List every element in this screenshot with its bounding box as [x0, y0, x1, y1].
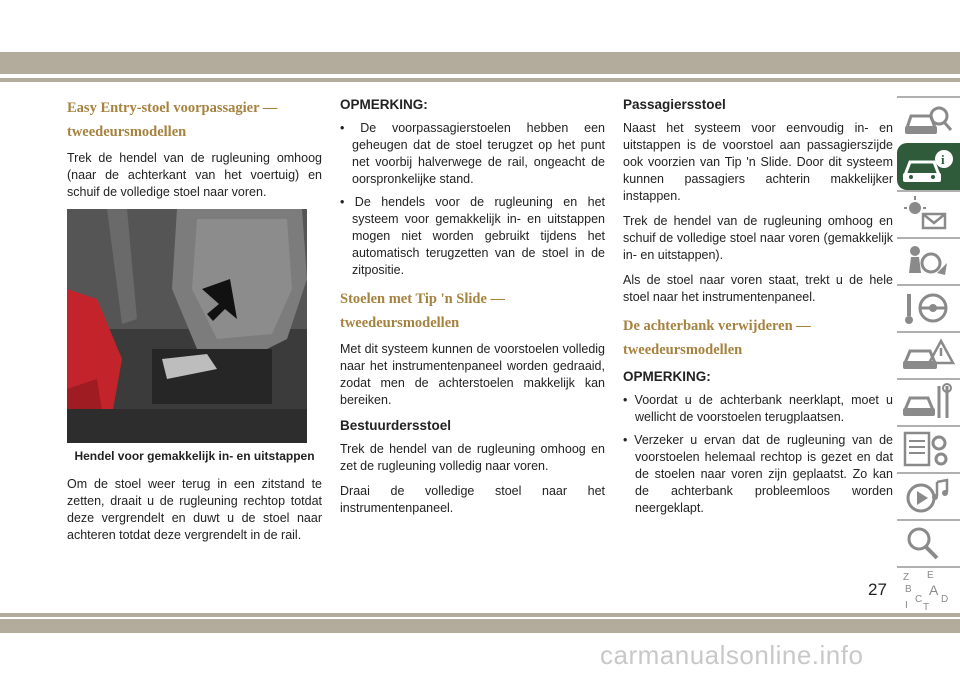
column-right [623, 96, 893, 525]
alphabet-index-icon[interactable] [897, 566, 960, 613]
seat-lever-photo [67, 209, 307, 443]
warning-lights-icon[interactable] [897, 190, 960, 237]
svg-text:i: i [941, 152, 945, 167]
search-icon[interactable] [897, 519, 960, 566]
subheading-driver-seat: Bestuurdersstoel [340, 418, 452, 433]
header-rule [0, 78, 960, 82]
settings-list-icon[interactable] [897, 425, 960, 472]
note-label: OPMERKING: [623, 369, 711, 384]
paragraph: Trek de hendel van de rugleuning omhoog en schuif de volledige stoel naar voren (gemakkelijk in- en uitstappen). [623, 214, 893, 262]
steering-wheel-icon[interactable] [897, 284, 960, 331]
multimedia-icon[interactable] [897, 472, 960, 519]
index-letter-e: E [927, 570, 934, 581]
column-left [67, 96, 322, 552]
page-number: 27 [868, 580, 887, 599]
column-middle [340, 96, 605, 525]
footer-band [0, 619, 960, 633]
list-item: • De voorpassagierstoelen hebben een geheugen dat de stoel terugzet op het punt net voorbij halverwege de rail, ongeacht de oorspronkelijke stand. [340, 121, 605, 186]
index-letter-a: A [929, 582, 939, 598]
index-letter-c: C [915, 594, 923, 605]
index-letter-t: T [923, 602, 930, 613]
car-info-icon[interactable] [897, 143, 960, 190]
list-item: • Voordat u de achterbank neerklapt, moet u wellicht de voorstoelen terugplaatsen. [623, 393, 893, 424]
paragraph: Trek de hendel van de rugleuning omhoog (naar de achterkant van het voertuig) en schuif de volledige stoel naar voren. [67, 151, 322, 199]
list-item: • De hendels voor de rugleuning en het systeem voor gemakkelijk in- en uitstappen mogen niet worden gebruikt tijdens het automatisch terugzetten van de stoel in de zitpositie. [340, 195, 605, 277]
watermark: carmanualsonline.info [600, 640, 864, 670]
airbag-person-icon[interactable] [897, 237, 960, 284]
car-tools-icon[interactable] [897, 378, 960, 425]
car-warning-icon[interactable] [897, 331, 960, 378]
paragraph: Naast het systeem voor eenvoudig in- en uitstappen is de voorstoel aan passagierszijde ook voorzien van Tip 'n Slide. Door dit systeem kunnen passagiers achterin makkelijker instappen. [623, 121, 893, 203]
note-list [623, 392, 893, 517]
paragraph: Trek de hendel van de rugleuning omhoog en zet de rugleuning volledig naar voren. [340, 442, 605, 473]
car-search-icon[interactable] [897, 96, 960, 143]
note-label: OPMERKING: [340, 97, 428, 112]
paragraph: Om de stoel weer terug in een zitstand te zetten, draait u de rugleuning rechtop totdat deze vergrendelt en duwt u de stoel naar achteren totdat deze vergrendelt in de rail. [67, 477, 322, 542]
note-list [340, 120, 605, 279]
photo-caption: Hendel voor gemakkelijk in- en uitstappen [74, 449, 315, 463]
paragraph: Draai de volledige stoel naar het instrumentenpaneel. [340, 484, 605, 515]
section-heading-easy-entry: Easy Entry-stoel voorpassagier — tweedeursmodellen [67, 100, 278, 140]
section-heading-tip-n-slide: Stoelen met Tip 'n Slide — tweedeursmodellen [340, 291, 506, 331]
index-letter-i: I [905, 600, 908, 611]
index-letter-z: Z [903, 572, 910, 583]
paragraph: Als de stoel naar voren staat, trekt u de hele stoel naar het instrumentenpaneel. [623, 273, 893, 304]
index-letter-d: D [941, 594, 949, 605]
footer-rule [0, 613, 960, 617]
subheading-passenger-seat: Passagiersstoel [623, 97, 726, 112]
index-letter-b: B [905, 584, 912, 595]
chapter-tabs [897, 96, 960, 613]
list-item: • Verzeker u ervan dat de rugleuning van de voorstoelen helemaal rechtop is gezet en dat de stoelen naar voren zijn geplaatst. Zo kan de achterbank probleemloos worden neergeklapt. [623, 433, 893, 515]
header-band [0, 52, 960, 74]
section-heading-remove-rear-seat: De achterbank verwijderen — tweedeursmodellen [623, 318, 811, 358]
paragraph: Met dit systeem kunnen de voorstoelen volledig naar het instrumentenpaneel worden gedraaid, zodat men de achterstoelen makkelijk kan bereiken. [340, 342, 605, 407]
